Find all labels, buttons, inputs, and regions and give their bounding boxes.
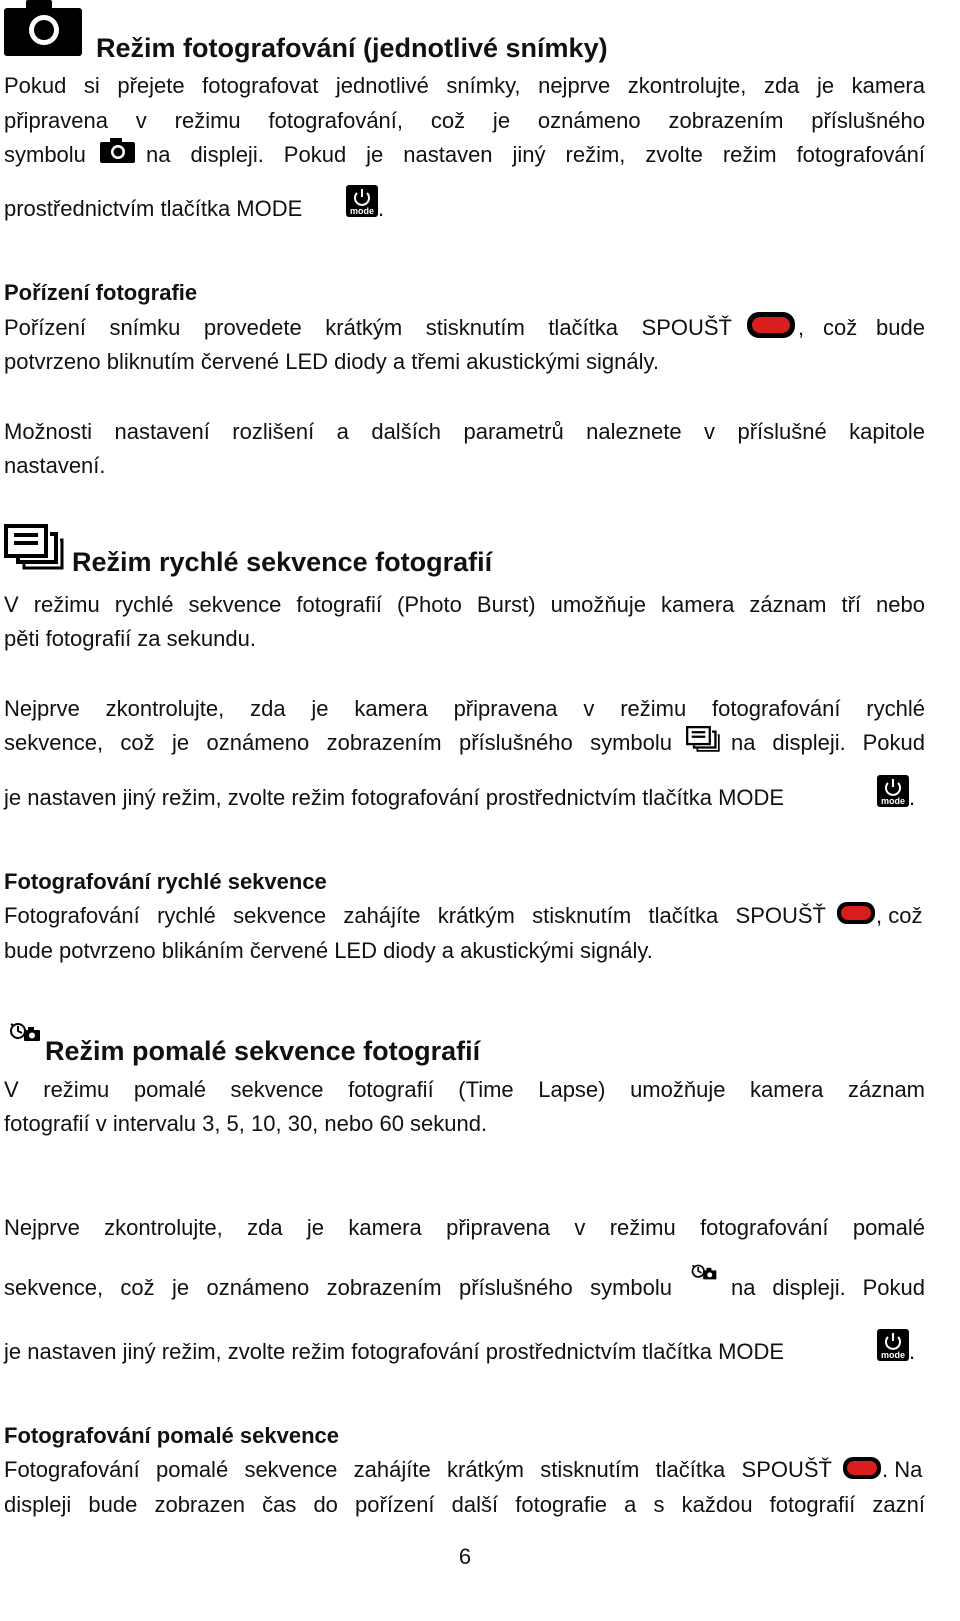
mode-icon-label: mode <box>880 796 906 806</box>
shutter-button-icon <box>836 901 876 925</box>
paragraph-line: Pokud si přejete fotografovat jednotlivé snímky, nejprve zkontrolujte, zda je kamera <box>4 73 925 98</box>
paragraph-line: nastavení. <box>4 453 106 478</box>
paragraph-line: Nejprve zkontrolujte, zda je kamera připravena v režimu fotografování rychlé <box>4 696 925 721</box>
paragraph-line: Možnosti nastavení rozlišení a dalších parametrů naleznete v příslušné kapitole <box>4 419 925 444</box>
camera-icon <box>100 138 136 164</box>
paragraph-line: displeji bude zobrazen čas do pořízení další fotografie a s každou fotografií zazní <box>4 1492 925 1517</box>
page-number: 6 <box>458 1544 472 1569</box>
paragraph-text: , což <box>876 903 923 928</box>
mode-icon-label: mode <box>349 206 375 216</box>
paragraph-line: Pořízení snímku provedete krátkým stisknutím tlačítka SPOUŠŤ <box>4 315 732 340</box>
paragraph-line: , což bude <box>798 315 925 340</box>
paragraph-line: připravena v režimu fotografování, což je oznámeno zobrazením příslušného <box>4 108 925 133</box>
mode-button-icon <box>877 1329 909 1361</box>
paragraph-line: V režimu pomalé sekvence fotografií (Time Lapse) umožňuje kamera záznam <box>4 1077 925 1102</box>
section-heading-burst: Režim rychlé sekvence fotografií <box>72 547 493 577</box>
paragraph-text: symbolu <box>4 142 86 167</box>
paragraph-line: V režimu rychlé sekvence fotografií (Photo Burst) umožňuje kamera záznam tří nebo <box>4 592 925 617</box>
paragraph-line: Fotografování pomalé sekvence zahájíte krátkým stisknutím tlačítka SPOUŠŤ <box>4 1457 832 1482</box>
mode-button-icon <box>346 185 378 217</box>
section-heading-timelapse: Režim pomalé sekvence fotografií <box>45 1036 481 1066</box>
camera-icon <box>4 0 84 58</box>
burst-mode-icon <box>4 524 64 570</box>
sub-heading: Pořízení fotografie <box>4 280 198 305</box>
time-lapse-icon <box>690 1262 718 1282</box>
paragraph-line: potvrzeno bliknutím červené LED diody a třemi akustickými signály. <box>4 349 659 374</box>
paragraph-line: sekvence, což je oznámeno zobrazením příslušného symbolu <box>4 730 672 755</box>
paragraph-line: na displeji. Pokud <box>731 730 925 755</box>
paragraph-line: Nejprve zkontrolujte, zda je kamera připravena v režimu fotografování pomalé <box>4 1215 925 1240</box>
mode-button-icon <box>877 775 909 807</box>
paragraph-line: pěti fotografií za sekundu. <box>4 626 256 651</box>
time-lapse-icon <box>8 1020 42 1044</box>
paragraph-line: na displeji. Pokud je nastaven jiný režim, zvolte režim fotografování <box>146 142 925 167</box>
paragraph-text: je nastaven jiný režim, zvolte režim fotografování prostřednictvím tlačítka MODE <box>4 785 785 810</box>
mode-icon-label: mode <box>880 1350 906 1360</box>
section-heading-single: Režim fotografování (jednotlivé snímky) <box>96 33 608 63</box>
paragraph-text: prostřednictvím tlačítka MODE <box>4 196 303 221</box>
burst-mode-icon <box>686 726 720 752</box>
paragraph-line: fotografií v intervalu 3, 5, 10, 30, nebo 60 sekund. <box>4 1111 488 1136</box>
paragraph-text: . <box>378 196 385 221</box>
paragraph-line: Fotografování rychlé sekvence zahájíte krátkým stisknutím tlačítka SPOUŠŤ <box>4 903 826 928</box>
paragraph-line: na displeji. Pokud <box>731 1275 925 1300</box>
shutter-button-icon <box>842 1456 882 1480</box>
paragraph-line: sekvence, což je oznámeno zobrazením příslušného symbolu <box>4 1275 672 1300</box>
shutter-button-icon <box>746 311 796 339</box>
paragraph-text: je nastaven jiný režim, zvolte režim fotografování prostřednictvím tlačítka MODE <box>4 1339 785 1364</box>
paragraph-text: . <box>909 785 916 810</box>
paragraph-line: bude potvrzeno blikáním červené LED diody a akustickými signály. <box>4 938 653 963</box>
sub-heading: Fotografování pomalé sekvence <box>4 1423 339 1448</box>
paragraph-text: . <box>909 1339 916 1364</box>
paragraph-text: . Na <box>882 1457 923 1482</box>
sub-heading: Fotografování rychlé sekvence <box>4 869 327 894</box>
